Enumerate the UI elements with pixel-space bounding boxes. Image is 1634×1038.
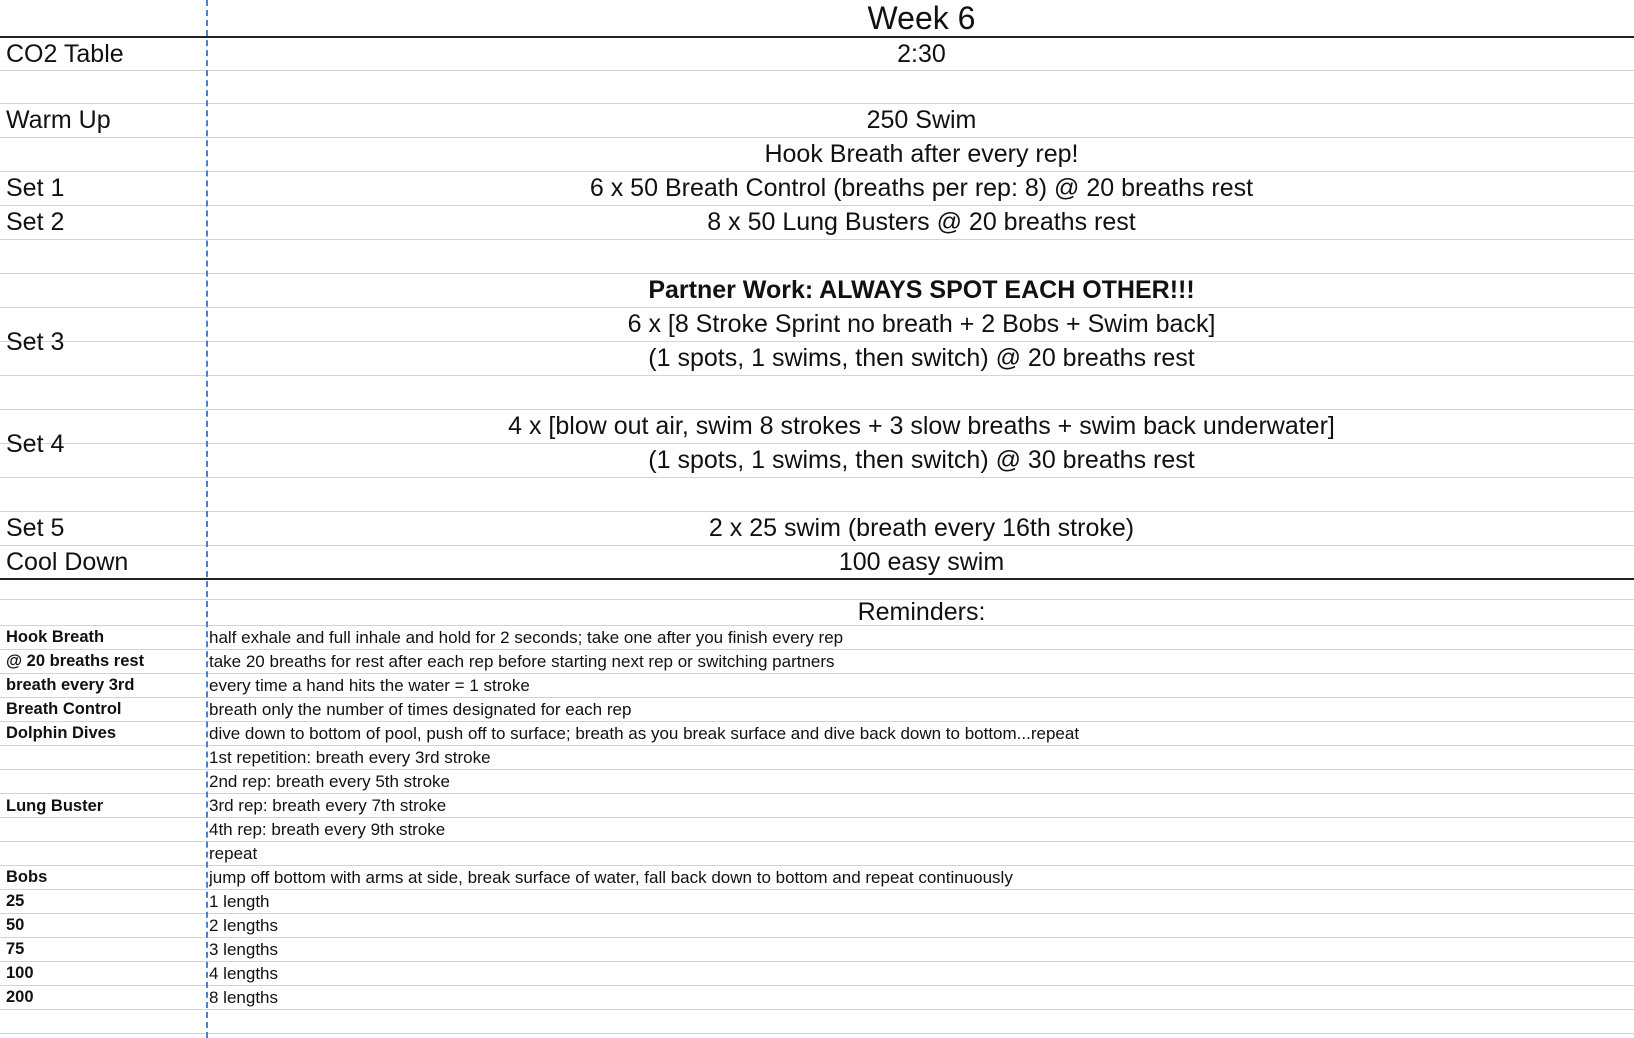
row-value: 6 x 50 Breath Control (breaths per rep: 8) @ 20 breaths rest bbox=[589, 174, 1254, 202]
set-5-row[interactable] bbox=[0, 512, 1634, 546]
reminder-definition: take 20 breaths for rest after each rep before starting next rep or switching partners bbox=[209, 651, 835, 671]
reminder-row[interactable] bbox=[0, 650, 1634, 674]
reminder-definition: every time a hand hits the water = 1 stroke bbox=[209, 675, 530, 695]
set-4-line-1[interactable] bbox=[0, 410, 1634, 444]
reminder-definition: dive down to bottom of pool, push off to surface; breath as you break surface and dive back down to bottom...repeat bbox=[209, 723, 1080, 743]
reminder-term: 25 bbox=[6, 892, 25, 910]
reminder-row[interactable] bbox=[0, 626, 1634, 650]
reminder-definition: 4th rep: breath every 9th stroke bbox=[209, 819, 446, 839]
reminder-term: Dolphin Dives bbox=[6, 724, 117, 742]
reminder-definition: 8 lengths bbox=[209, 987, 278, 1007]
partner-work-row[interactable] bbox=[0, 274, 1634, 308]
set-3-line-1[interactable] bbox=[0, 308, 1634, 342]
empty-row[interactable] bbox=[0, 240, 1634, 274]
reminder-term: @ 20 breaths rest bbox=[6, 652, 145, 670]
title-row bbox=[0, 0, 1634, 38]
reminder-definition: half exhale and full inhale and hold for 2 seconds; take one after you finish every rep bbox=[209, 627, 844, 647]
row-value: Hook Breath after every rep! bbox=[764, 140, 1079, 168]
row-value: 2 x 25 swim (breath every 16th stroke) bbox=[708, 514, 1135, 542]
empty-row[interactable] bbox=[0, 71, 1634, 104]
warm-up-row[interactable] bbox=[0, 104, 1634, 138]
set-4-line-2[interactable] bbox=[0, 444, 1634, 478]
reminder-row[interactable] bbox=[0, 914, 1634, 938]
row-label: CO2 Table bbox=[6, 39, 124, 68]
empty-row[interactable] bbox=[0, 376, 1634, 410]
row-value: (1 spots, 1 swims, then switch) @ 20 breaths rest bbox=[648, 344, 1195, 372]
reminder-term: 100 bbox=[6, 964, 34, 982]
row-label: Set 2 bbox=[6, 208, 65, 236]
partner-work-heading: Partner Work: ALWAYS SPOT EACH OTHER!!! bbox=[648, 276, 1195, 304]
reminder-row[interactable] bbox=[0, 866, 1634, 890]
row-label: Cool Down bbox=[6, 547, 129, 576]
co2-table-row[interactable] bbox=[0, 38, 1634, 71]
lung-buster-line[interactable] bbox=[0, 818, 1634, 842]
row-value: 4 x [blow out air, swim 8 strokes + 3 slow breaths + swim back underwater] bbox=[508, 412, 1335, 440]
lung-buster-line[interactable] bbox=[0, 794, 1634, 818]
set-2-row[interactable] bbox=[0, 206, 1634, 240]
row-value: 6 x [8 Stroke Sprint no breath + 2 Bobs + Swim back] bbox=[627, 310, 1216, 338]
empty-row[interactable] bbox=[0, 478, 1634, 512]
set-3-label: Set 3 bbox=[6, 327, 65, 356]
reminder-term: 200 bbox=[6, 988, 34, 1006]
row-value: 250 Swim bbox=[866, 106, 977, 134]
row-label: Set 1 bbox=[6, 174, 65, 202]
reminder-definition: jump off bottom with arms at side, break surface of water, fall back down to bottom and repeat continuously bbox=[209, 867, 1013, 887]
reminder-term: Breath Control bbox=[6, 700, 122, 718]
reminder-definition: 3rd rep: breath every 7th stroke bbox=[209, 795, 447, 815]
lung-buster-line[interactable] bbox=[0, 842, 1634, 866]
reminder-definition: repeat bbox=[209, 843, 258, 863]
reminder-row[interactable] bbox=[0, 938, 1634, 962]
reminder-term: breath every 3rd bbox=[6, 676, 135, 694]
reminders-heading: Reminders: bbox=[857, 600, 986, 625]
set-3-line-2[interactable] bbox=[0, 342, 1634, 376]
reminder-definition: breath only the number of times designated for each rep bbox=[209, 699, 632, 719]
set-4-label: Set 4 bbox=[6, 429, 65, 458]
page-title: Week 6 bbox=[867, 0, 976, 36]
row-value: 8 x 50 Lung Busters @ 20 breaths rest bbox=[707, 208, 1136, 236]
row-label: Warm Up bbox=[6, 106, 111, 134]
empty-row[interactable] bbox=[0, 580, 1634, 600]
hook-breath-note-row[interactable] bbox=[0, 138, 1634, 172]
lung-buster-line[interactable] bbox=[0, 770, 1634, 794]
reminder-row[interactable] bbox=[0, 962, 1634, 986]
reminder-term: Bobs bbox=[6, 868, 48, 886]
reminder-term: Hook Breath bbox=[6, 628, 105, 646]
reminder-definition: 3 lengths bbox=[209, 939, 278, 959]
reminder-row[interactable] bbox=[0, 674, 1634, 698]
set-1-row[interactable] bbox=[0, 172, 1634, 206]
row-value: 2:30 bbox=[897, 39, 946, 68]
empty-row[interactable] bbox=[0, 1010, 1634, 1034]
row-label: Set 5 bbox=[6, 514, 65, 542]
reminder-definition: 2 lengths bbox=[209, 915, 278, 935]
reminder-term: 75 bbox=[6, 940, 25, 958]
reminder-definition: 2nd rep: breath every 5th stroke bbox=[209, 771, 450, 791]
reminder-row[interactable] bbox=[0, 986, 1634, 1010]
row-value: 100 easy swim bbox=[838, 547, 1005, 576]
row-value: (1 spots, 1 swims, then switch) @ 30 breaths rest bbox=[648, 446, 1195, 474]
reminder-definition: 1st repetition: breath every 3rd stroke bbox=[209, 747, 491, 767]
reminder-row[interactable] bbox=[0, 698, 1634, 722]
reminders-heading-row[interactable] bbox=[0, 600, 1634, 626]
lung-buster-term: Lung Buster bbox=[6, 796, 104, 815]
reminder-row[interactable] bbox=[0, 722, 1634, 746]
reminder-definition: 1 length bbox=[209, 891, 270, 911]
reminder-definition: 4 lengths bbox=[209, 963, 278, 983]
reminder-row[interactable] bbox=[0, 890, 1634, 914]
column-divider bbox=[206, 0, 208, 1038]
reminder-term: 50 bbox=[6, 916, 25, 934]
cool-down-row[interactable] bbox=[0, 546, 1634, 580]
lung-buster-line[interactable] bbox=[0, 746, 1634, 770]
